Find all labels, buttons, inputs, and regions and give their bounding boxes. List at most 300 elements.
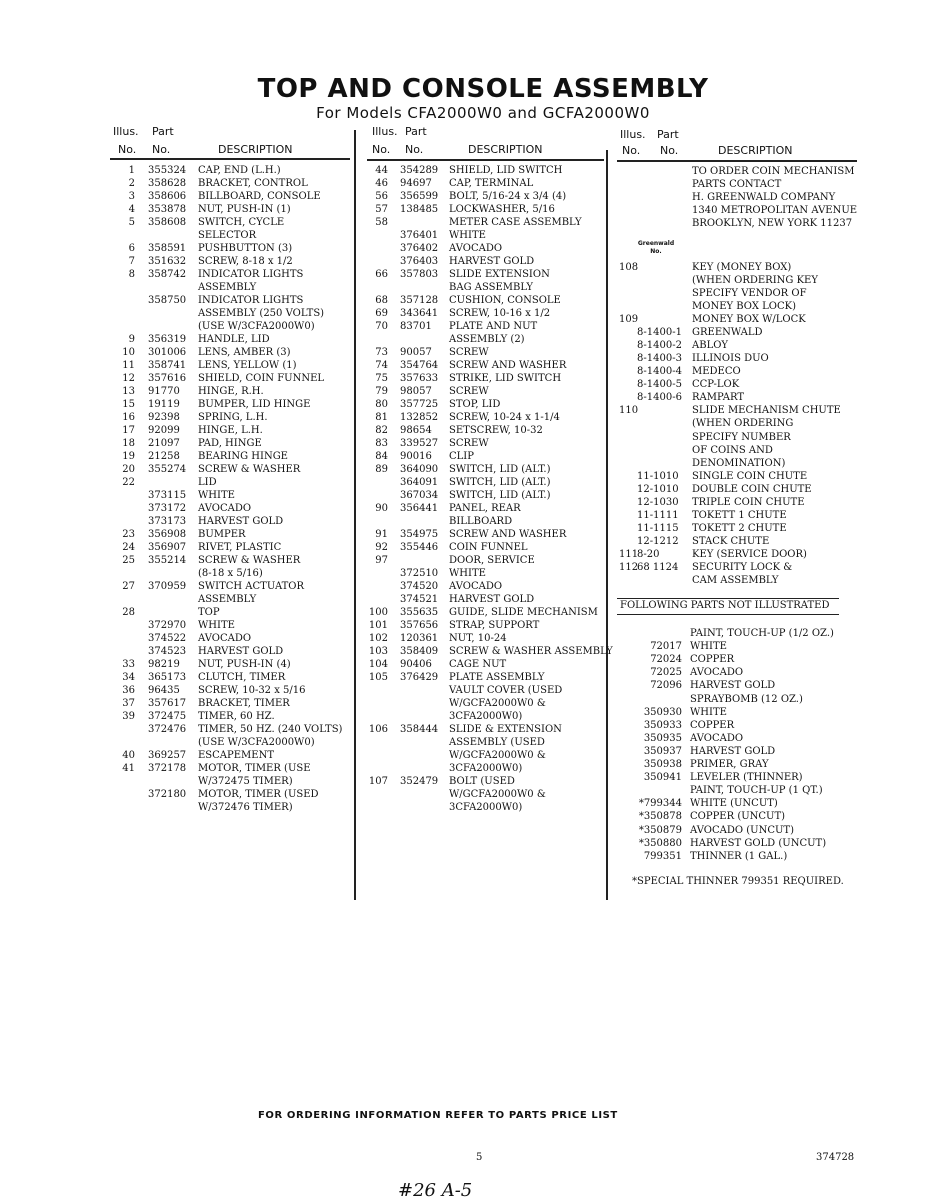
greenwald-number: 12-1212 — [637, 535, 679, 547]
part-description: COPPER — [690, 719, 735, 731]
part-description: DOUBLE COIN CHUTE — [692, 483, 812, 495]
part-description: ASSEMBLY (USED — [449, 737, 545, 748]
part-number: 353878 — [148, 204, 187, 215]
part-number: 19119 — [148, 399, 180, 410]
illus-number: 70 — [375, 321, 388, 332]
illus-number: 17 — [122, 425, 135, 436]
part-description: TOKETT 1 CHUTE — [692, 509, 787, 521]
part-description: W/GCFA2000W0 & — [449, 750, 546, 761]
part-description: INDICATOR LIGHTS — [198, 295, 304, 306]
illus-number: 37 — [122, 698, 135, 709]
part-description: CAGE NUT — [449, 659, 507, 670]
illus-number: 101 — [368, 620, 388, 631]
part-number: 373115 — [148, 490, 187, 501]
part-description: LOCKWASHER, 5/16 — [449, 204, 555, 215]
illus-number: 68 — [375, 295, 388, 306]
illus-number: 105 — [368, 672, 388, 683]
part-description: HARVEST GOLD (UNCUT) — [690, 837, 827, 849]
part-description: COPPER (UNCUT) — [690, 811, 786, 823]
part-description: SCREW, 10-32 x 5/16 — [198, 685, 306, 696]
part-number: 72017 — [650, 641, 682, 653]
col1-illus-header: Illus. — [113, 125, 139, 138]
part-description: KEY (SERVICE DOOR) — [692, 548, 807, 560]
part-description: BRACKET, TIMER — [198, 698, 290, 709]
part-number: 351632 — [148, 256, 187, 267]
part-number: *350878 — [638, 811, 682, 823]
illus-number: 74 — [375, 360, 388, 371]
greenwald-no-label: Greenwald No. — [637, 240, 675, 255]
part-number: 372510 — [400, 568, 439, 579]
part-number: 374523 — [148, 646, 187, 657]
part-description: WHITE — [690, 706, 727, 718]
part-number: 372475 — [148, 711, 187, 722]
part-description: (WHEN ORDERING — [692, 418, 794, 430]
part-description: SCREW — [449, 347, 489, 358]
part-description: AVOCADO — [198, 503, 252, 514]
part-number: 364091 — [400, 477, 439, 488]
greenwald-number: 68 1124 — [637, 561, 679, 573]
greenwald-number: 8-1400-1 — [637, 327, 682, 339]
part-number: 356599 — [400, 191, 439, 202]
part-description: HARVEST GOLD — [198, 516, 284, 527]
part-description: CCP-LOK — [692, 379, 740, 391]
part-description: BUMPER, LID HINGE — [198, 399, 311, 410]
greenwald-number: 8-1400-6 — [637, 392, 682, 404]
part-number: 376403 — [400, 256, 439, 267]
illus-number: 111 — [619, 548, 639, 560]
illus-number: 97 — [375, 555, 388, 566]
part-description: CUSHION, CONSOLE — [449, 295, 561, 306]
illus-number: 9 — [128, 334, 135, 345]
part-description: SCREW AND WASHER — [449, 529, 567, 540]
part-number: 354289 — [400, 165, 439, 176]
part-description: KEY (MONEY BOX) — [692, 262, 792, 273]
illus-number: 3 — [128, 191, 135, 202]
part-description: SWITCH, LID (ALT.) — [449, 490, 551, 501]
greenwald-number: 12-1030 — [637, 496, 679, 508]
part-number: 83701 — [400, 321, 432, 332]
contact-line: PARTS CONTACT — [692, 179, 782, 190]
part-number: 372970 — [148, 620, 187, 631]
part-number: 373172 — [148, 503, 187, 514]
illus-number: 57 — [375, 204, 388, 215]
part-description: STRIKE, LID SWITCH — [449, 373, 562, 384]
illus-number: 4 — [128, 204, 135, 215]
part-description: SPRING, L.H. — [198, 412, 268, 423]
illus-number: 109 — [619, 314, 639, 326]
part-number: 92398 — [148, 412, 180, 423]
part-description: WHITE — [449, 230, 486, 241]
part-description: HINGE, L.H. — [198, 425, 263, 436]
contact-line: TO ORDER COIN MECHANISM — [692, 166, 855, 177]
part-number: 339527 — [400, 438, 439, 449]
part-description: SETSCREW, 10-32 — [449, 425, 543, 436]
part-description: GUIDE, SLIDE MECHANISM — [449, 607, 598, 618]
handwritten-note: #26 A-5 — [398, 1180, 473, 1200]
part-description: SCREW — [449, 386, 489, 397]
illus-number: 46 — [375, 178, 388, 189]
part-description: SINGLE COIN CHUTE — [692, 470, 808, 482]
part-description: ASSEMBLY (250 VOLTS) — [198, 308, 325, 319]
part-description: LEVELER (THINNER) — [690, 772, 803, 784]
part-description: BRACKET, CONTROL — [198, 178, 308, 189]
part-description: TOP — [198, 607, 220, 618]
part-description: BOLT (USED — [449, 776, 515, 787]
part-description: NUT, 10-24 — [449, 633, 507, 644]
contact-line: BROOKLYN, NEW YORK 11237 — [692, 218, 853, 229]
part-description: PAINT, TOUCH-UP (1 QT.) — [690, 785, 823, 797]
part-description: ASSEMBLY (2) — [449, 334, 525, 345]
greenwald-number: 8-20 — [637, 548, 660, 560]
col3-header-rule — [617, 160, 857, 162]
col3-illus-header: Illus. — [620, 128, 646, 141]
illus-number: 75 — [375, 373, 388, 384]
part-number: 376402 — [400, 243, 439, 254]
footnote: *SPECIAL THINNER 799351 REQUIRED. — [632, 876, 844, 887]
part-description: W/GCFA2000W0 & — [449, 698, 546, 709]
part-description: COIN FUNNEL — [449, 542, 528, 553]
illus-number: 107 — [368, 776, 388, 787]
part-description: GREENWALD — [692, 327, 763, 339]
part-description: SELECTOR — [198, 230, 257, 241]
part-number: 357803 — [400, 269, 439, 280]
part-number: 72025 — [650, 667, 682, 679]
part-description: HARVEST GOLD — [690, 680, 776, 692]
part-number: *350880 — [638, 837, 682, 849]
part-description: SLIDE EXTENSION — [449, 269, 550, 280]
part-description: COPPER — [690, 654, 735, 666]
part-number: 92099 — [148, 425, 180, 436]
part-description: WHITE — [198, 620, 235, 631]
part-description: W/372475 TIMER) — [198, 776, 293, 787]
part-number: 21258 — [148, 451, 180, 462]
col3-part-no-header: No. — [660, 144, 679, 157]
part-description: BILLBOARD — [449, 516, 513, 527]
col3-description-header: DESCRIPTION — [718, 144, 793, 157]
part-number: 357656 — [400, 620, 439, 631]
illus-number: 84 — [375, 451, 388, 462]
part-number: 364090 — [400, 464, 439, 475]
greenwald-number: 8-1400-5 — [637, 379, 682, 391]
part-description: SWITCH ACTUATOR — [198, 581, 305, 592]
part-description: AVOCADO — [690, 732, 744, 744]
part-description: AVOCADO (UNCUT) — [690, 824, 794, 836]
illus-number: 25 — [122, 555, 135, 566]
part-description: CLIP — [449, 451, 474, 462]
part-description: HARVEST GOLD — [198, 646, 284, 657]
part-number: 132852 — [400, 412, 439, 423]
part-number: 343641 — [400, 308, 439, 319]
illus-number: 82 — [375, 425, 388, 436]
part-number: 358628 — [148, 178, 187, 189]
illus-number: 104 — [368, 659, 388, 670]
part-description: CAM ASSEMBLY — [692, 574, 779, 586]
illus-number: 24 — [122, 542, 135, 553]
part-number: 365173 — [148, 672, 187, 683]
illus-number: 23 — [122, 529, 135, 540]
part-description: TOKETT 2 CHUTE — [692, 522, 787, 534]
part-description: (USE W/3CFA2000W0) — [198, 321, 315, 332]
part-number: 354975 — [400, 529, 439, 540]
part-number: 356907 — [148, 542, 187, 553]
part-description: SWITCH, LID (ALT.) — [449, 464, 551, 475]
illus-number: 92 — [375, 542, 388, 553]
part-number: 370959 — [148, 581, 187, 592]
part-number: 358742 — [148, 269, 187, 280]
part-description: DENOMINATION) — [692, 457, 786, 469]
part-number: 376401 — [400, 230, 439, 241]
part-number: 350941 — [643, 772, 682, 784]
part-description: SCREW & WASHER ASSEMBLY — [449, 646, 613, 657]
illus-number: 112 — [619, 561, 639, 573]
part-number: 120361 — [400, 633, 439, 644]
part-description: MONEY BOX W/LOCK — [692, 314, 806, 326]
greenwald-number: 11-1115 — [637, 522, 679, 534]
part-description: LENS, YELLOW (1) — [198, 360, 297, 371]
part-description: SCREW & WASHER — [198, 464, 301, 475]
part-description: OF COINS AND — [692, 444, 773, 456]
part-description: HARVEST GOLD — [449, 256, 535, 267]
col2-description-header: DESCRIPTION — [468, 143, 543, 156]
illus-number: 79 — [375, 386, 388, 397]
part-number: 357633 — [400, 373, 439, 384]
part-number: 358608 — [148, 217, 187, 228]
part-description: HANDLE, LID — [198, 334, 270, 345]
illus-number: 8 — [128, 269, 135, 280]
part-number: 21097 — [148, 438, 180, 449]
part-number: 358750 — [148, 295, 187, 306]
part-description: SHIELD, COIN FUNNEL — [198, 373, 325, 384]
part-description: SLIDE MECHANISM CHUTE — [692, 405, 841, 417]
part-description: TIMER, 60 HZ. — [198, 711, 275, 722]
col3-part-header: Part — [657, 128, 679, 141]
part-description: NUT, PUSH-IN (4) — [198, 659, 291, 670]
part-number: 98219 — [148, 659, 180, 670]
illus-number: 102 — [368, 633, 388, 644]
part-number: 356319 — [148, 334, 187, 345]
illus-number: 108 — [619, 262, 639, 273]
illus-number: 1 — [128, 165, 135, 176]
part-description: SCREW, 8-18 x 1/2 — [198, 256, 293, 267]
part-description: (8-18 x 5/16) — [198, 568, 263, 579]
part-description: PLATE AND NUT — [449, 321, 538, 332]
illus-number: 27 — [122, 581, 135, 592]
greenwald-number: 12-1010 — [637, 483, 679, 495]
part-description: WHITE — [449, 568, 486, 579]
illus-number: 5 — [128, 217, 135, 228]
document-number: 374728 — [816, 1152, 855, 1163]
illus-number: 10 — [122, 347, 135, 358]
illus-number: 103 — [368, 646, 388, 657]
part-number: 301006 — [148, 347, 187, 358]
part-description: SWITCH, CYCLE — [198, 217, 285, 228]
part-number: 357616 — [148, 373, 187, 384]
illus-number: 11 — [122, 360, 135, 371]
illus-number: 33 — [122, 659, 135, 670]
part-number: 350933 — [643, 719, 682, 731]
part-number: 72096 — [650, 680, 682, 692]
part-description: SPRAYBOMB (12 OZ.) — [690, 693, 803, 705]
column-divider-1 — [354, 130, 356, 900]
col2-part-header: Part — [405, 125, 427, 138]
part-description: WHITE (UNCUT) — [690, 798, 778, 810]
part-number: 356441 — [400, 503, 439, 514]
part-number: 352479 — [400, 776, 439, 787]
part-description: PRIMER, GRAY — [690, 759, 769, 770]
column-divider-2 — [606, 150, 608, 900]
illus-number: 13 — [122, 386, 135, 397]
illus-number: 44 — [375, 165, 388, 176]
part-number: 372178 — [148, 763, 187, 774]
part-number: 357725 — [400, 399, 439, 410]
part-number: 354764 — [400, 360, 439, 371]
part-description: BOLT, 5/16-24 x 3/4 (4) — [449, 191, 567, 202]
part-description: MOTOR, TIMER (USE — [198, 763, 311, 774]
part-description: (WHEN ORDERING KEY — [692, 275, 818, 287]
part-description: ASSEMBLY — [198, 282, 257, 293]
part-description: 3CFA2000W0) — [449, 763, 523, 774]
part-description: HARVEST GOLD — [690, 745, 776, 757]
part-number: 355324 — [148, 165, 187, 176]
illus-number: 18 — [122, 438, 135, 449]
part-number: 355446 — [400, 542, 439, 553]
part-description: RAMPART — [692, 392, 745, 404]
part-description: (USE W/3CFA2000W0) — [198, 737, 315, 748]
illus-number: 110 — [619, 405, 639, 417]
part-description: SECURITY LOCK & — [692, 561, 793, 573]
col3-illus-no-header: No. — [622, 144, 641, 157]
illus-number: 2 — [128, 178, 135, 189]
part-description: SCREW AND WASHER — [449, 360, 567, 371]
part-number: 358741 — [148, 360, 187, 371]
part-number: 91770 — [148, 386, 180, 397]
part-description: MOTOR, TIMER (USED — [198, 789, 319, 800]
part-description: SLIDE & EXTENSION — [449, 724, 562, 735]
greenwald-number: 8-1400-2 — [637, 340, 682, 352]
illus-number: 69 — [375, 308, 388, 319]
illus-number: 89 — [375, 464, 388, 475]
part-description: SCREW, 10-16 x 1/2 — [449, 308, 551, 319]
part-number: 96435 — [148, 685, 180, 696]
part-description: 3CFA2000W0) — [449, 802, 523, 813]
part-description: PANEL, REAR — [449, 503, 521, 514]
part-description: CLUTCH, TIMER — [198, 672, 286, 683]
illus-number: 16 — [122, 412, 135, 423]
part-number: 350937 — [643, 745, 682, 757]
illus-number: 73 — [375, 347, 388, 358]
part-description: ASSEMBLY — [198, 594, 257, 605]
part-description: PAD, HINGE — [198, 438, 262, 449]
part-number: 90016 — [400, 451, 432, 462]
illus-number: 80 — [375, 399, 388, 410]
part-description: LID — [198, 477, 217, 488]
page-title: TOP AND CONSOLE ASSEMBLY — [257, 74, 709, 104]
part-number: 358606 — [148, 191, 187, 202]
part-number: 72024 — [650, 654, 682, 666]
part-number: 98654 — [400, 425, 432, 436]
not-illustrated-top-rule — [617, 598, 839, 599]
part-description: SCREW — [449, 438, 489, 449]
part-number: 98057 — [400, 386, 432, 397]
part-description: ESCAPEMENT — [198, 750, 275, 761]
illus-number: 20 — [122, 464, 135, 475]
part-description: BEARING HINGE — [198, 451, 288, 462]
part-number: 799351 — [643, 850, 682, 862]
part-description: SPECIFY NUMBER — [692, 431, 791, 443]
part-number: 138485 — [400, 204, 439, 215]
part-number: *799344 — [638, 798, 682, 810]
illus-number: 12 — [122, 373, 135, 384]
col2-part-no-header: No. — [405, 143, 424, 156]
part-description: TIMER, 50 HZ. (240 VOLTS) — [198, 724, 343, 735]
col1-header-rule — [110, 158, 350, 160]
part-description: SCREW, 10-24 x 1-1/4 — [449, 412, 560, 423]
col2-header-rule — [367, 159, 604, 161]
part-description: CAP, END (L.H.) — [198, 165, 281, 176]
illus-number: 6 — [128, 243, 135, 254]
part-number: 372180 — [148, 789, 187, 800]
part-description: NUT, PUSH-IN (1) — [198, 204, 291, 215]
illus-number: 40 — [122, 750, 135, 761]
part-description: AVOCADO — [449, 243, 503, 254]
part-description: BUMPER — [198, 529, 246, 540]
part-number: 369257 — [148, 750, 187, 761]
part-description: CAP, TERMINAL — [449, 178, 534, 189]
page-number: 5 — [476, 1152, 483, 1163]
part-description: BILLBOARD, CONSOLE — [198, 191, 321, 202]
part-number: 350930 — [643, 706, 682, 718]
illus-number: 36 — [122, 685, 135, 696]
part-number: 376429 — [400, 672, 439, 683]
part-number: 372476 — [148, 724, 187, 735]
col1-illus-no-header: No. — [118, 143, 137, 156]
part-description: PUSHBUTTON (3) — [198, 243, 293, 254]
part-description: PLATE ASSEMBLY — [449, 672, 545, 683]
not-illustrated-bottom-rule — [617, 614, 839, 615]
part-description: DOOR, SERVICE — [449, 555, 535, 566]
part-description: W/372476 TIMER) — [198, 802, 293, 813]
part-description: METER CASE ASSEMBLY — [449, 217, 582, 228]
illus-number: 28 — [122, 607, 135, 618]
greenwald-number: 11-1111 — [637, 509, 679, 521]
illus-number: 66 — [375, 269, 388, 280]
illus-number: 83 — [375, 438, 388, 449]
part-number: 355635 — [400, 607, 439, 618]
part-number: 374520 — [400, 581, 439, 592]
illus-number: 81 — [375, 412, 388, 423]
col1-part-header: Part — [152, 125, 174, 138]
page-subtitle: For Models CFA2000W0 and GCFA2000W0 — [316, 104, 650, 122]
part-description: SPECIFY VENDOR OF — [692, 288, 807, 300]
illus-number: 39 — [122, 711, 135, 722]
part-description: SHIELD, LID SWITCH — [449, 165, 563, 176]
part-description: TRIPLE COIN CHUTE — [692, 496, 805, 508]
part-number: 94697 — [400, 178, 432, 189]
part-description: SWITCH, LID (ALT.) — [449, 477, 551, 488]
part-number: 357128 — [400, 295, 439, 306]
illus-number: 34 — [122, 672, 135, 683]
part-number: 374521 — [400, 594, 439, 605]
part-number: 90057 — [400, 347, 432, 358]
illus-number: 58 — [375, 217, 388, 228]
part-number: 358444 — [400, 724, 439, 735]
part-description: MONEY BOX LOCK) — [692, 301, 796, 313]
part-description: VAULT COVER (USED — [449, 685, 563, 696]
part-number: 373173 — [148, 516, 187, 527]
part-description: INDICATOR LIGHTS — [198, 269, 304, 280]
illus-number: 41 — [122, 763, 135, 774]
illus-number: 19 — [122, 451, 135, 462]
